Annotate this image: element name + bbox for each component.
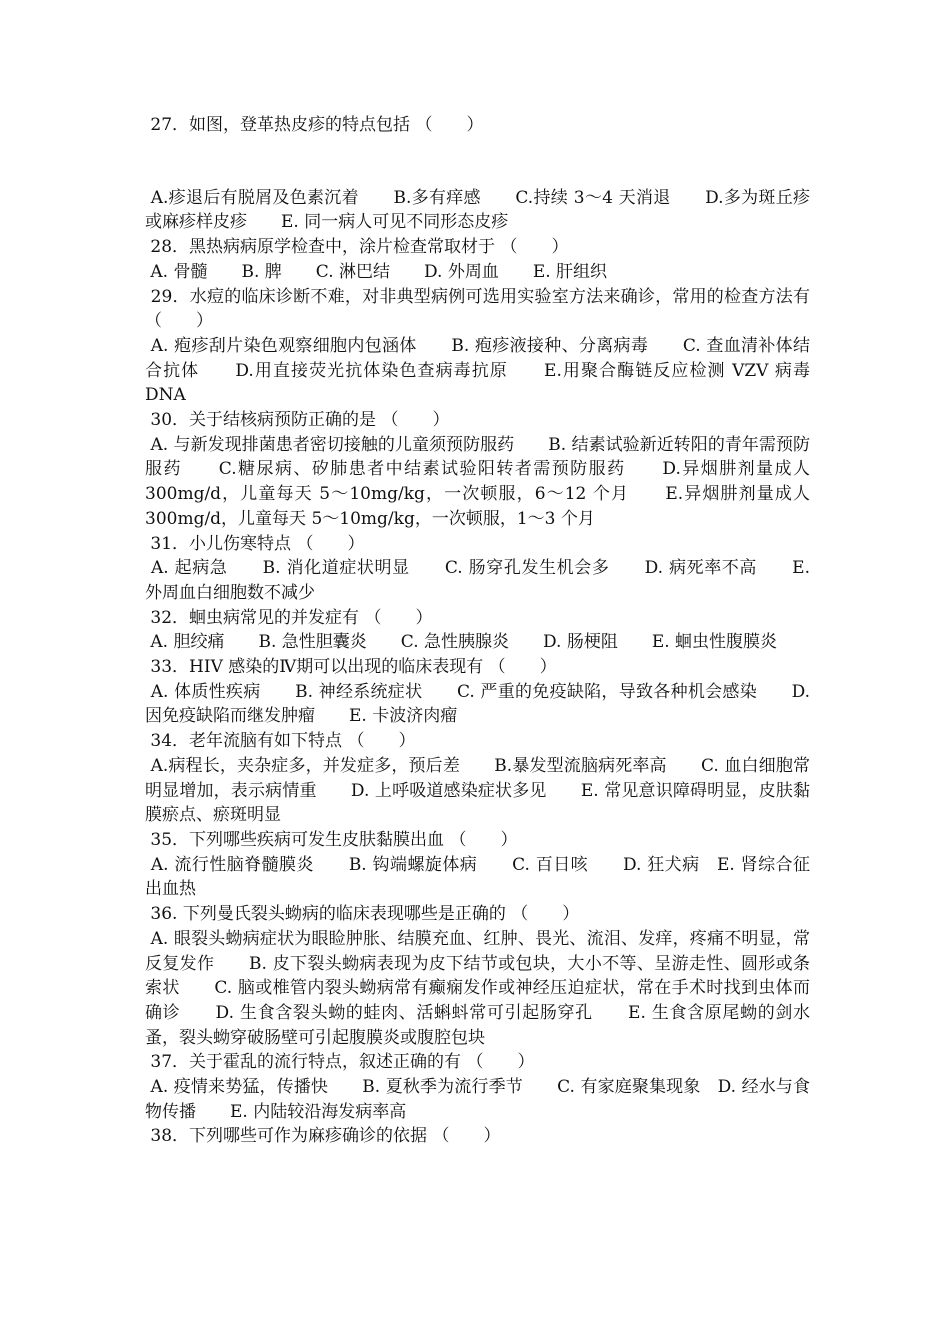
question-29: 29．水痘的临床诊断不难，对非典型病例可选用实验室方法来确诊，常用的检查方法有 （ ）	[145, 286, 816, 332]
question-32: 32．蛔虫病常见的并发症有 （ ）	[145, 607, 433, 628]
question-36: 36. 下列曼氏裂头蚴病的临床表现哪些是正确的 （ ）	[145, 904, 580, 925]
question-38: 38．下列哪些可作为麻疹确诊的依据 （ ）	[145, 1126, 501, 1147]
figure-space	[145, 138, 810, 186]
options-37: A. 疫情来势猛，传播快 B. 夏秋季为流行季节 C. 有家庭聚集现象 D. 经水与食物传播 E. 内陆较沿海发病率高	[145, 1077, 810, 1122]
options-27: A.疹退后有脱屑及色素沉着 B.多有痒感 C.持续 3～4 天消退 D.多为斑丘疹或麻疹样皮疹 E. 同一病人可见不同形态皮疹	[145, 187, 811, 233]
document-page	[145, 113, 816, 1149]
options-30: A. 与新发现排菌患者密切接触的儿童须预防服药 B. 结素试验新近转阳的青年需预防服药 C.糖尿病、矽肺患者中结素试验阳转者需预防服药 D.异烟肼剂量成人 300mg/d，儿童每天 5～10mg/kg，一次顿服，6～12 个月 E.异烟肼剂量成人 300mg/d，儿童每天 5～10mg/kg，一次顿服，1～3 个月	[145, 434, 816, 529]
question-30: 30．关于结核病预防正确的是 （ ）	[145, 410, 450, 431]
options-31: A. 起病急 B. 消化道症状明显 C. 肠穿孔发生机会多 D. 病死率不高 E. 外周血白细胞数不减少	[145, 558, 816, 603]
question-28: 28．黑热病病原学检查中，涂片检查常取材于 （ ）	[145, 237, 569, 258]
options-34: A.病程长，夹杂症多，并发症多，预后差 B.暴发型流脑病死率高 C. 血白细胞常明显增加，表示病情重 D. 上呼吸道感染症状多见 E. 常见意识障碍明显，皮肤黏膜瘀点、瘀斑明显	[145, 755, 810, 826]
question-34: 34．老年流脑有如下特点 （ ）	[145, 731, 416, 752]
question-27: 27．如图，登革热皮疹的特点包括 （ ）	[145, 115, 484, 135]
options-33: A. 体质性疾病 B. 神经系统症状 C. 严重的免疫缺陷，导致各种机会感染 D. 因免疫缺陷而继发肿瘤 E. 卡波济肉瘤	[145, 681, 816, 727]
question-37: 37．关于霍乱的流行特点，叙述正确的有 （ ）	[145, 1052, 535, 1073]
options-29: A. 疱疹刮片染色观察细胞内包涵体 B. 疱疹液接种、分离病毒 C. 查血清补体结合抗体 D.用直接荧光抗体染色查病毒抗原 E.用聚合酶链反应检测 VZV 病毒 DNA	[145, 335, 816, 406]
question-33: 33．HIV 感染的Ⅳ期可以出现的临床表现有 （ ）	[145, 657, 557, 678]
options-36: A. 眼裂头蚴病症状为眼睑肿胀、结膜充血、红肿、畏光、流泪、发痒，疼痛不明显，常反复发作 B. 皮下裂头蚴病表现为皮下结节或包块，大小不等、呈游走性、圆形或条索状 C. 脑或椎管内裂头蚴病常有癫痫发作或神经压迫症状，常在手术时找到虫体而确诊 D. 生食含裂头蚴的蛙肉、活蝌蚪常可引起肠穿孔 E. 生食含原尾蚴的剑水蚤，裂头蚴穿破肠壁可引起腹膜炎或腹腔包块	[145, 928, 810, 1048]
question-31: 31．小儿伤寒特点 （ ）	[145, 533, 365, 554]
options-35: A. 流行性脑脊髓膜炎 B. 钩端螺旋体病 C. 百日咳 D. 狂犬病 E. 肾综合征出血热	[145, 854, 810, 900]
options-32: A. 胆绞痛 B. 急性胆囊炎 C. 急性胰腺炎 D. 肠梗阻 E. 蛔虫性腹膜炎	[145, 632, 778, 653]
question-35: 35．下列哪些疾病可发生皮肤黏膜出血 （ ）	[145, 829, 518, 850]
options-28: A. 骨髓 B. 脾 C. 淋巴结 D. 外周血 E. 肝组织	[145, 261, 608, 282]
